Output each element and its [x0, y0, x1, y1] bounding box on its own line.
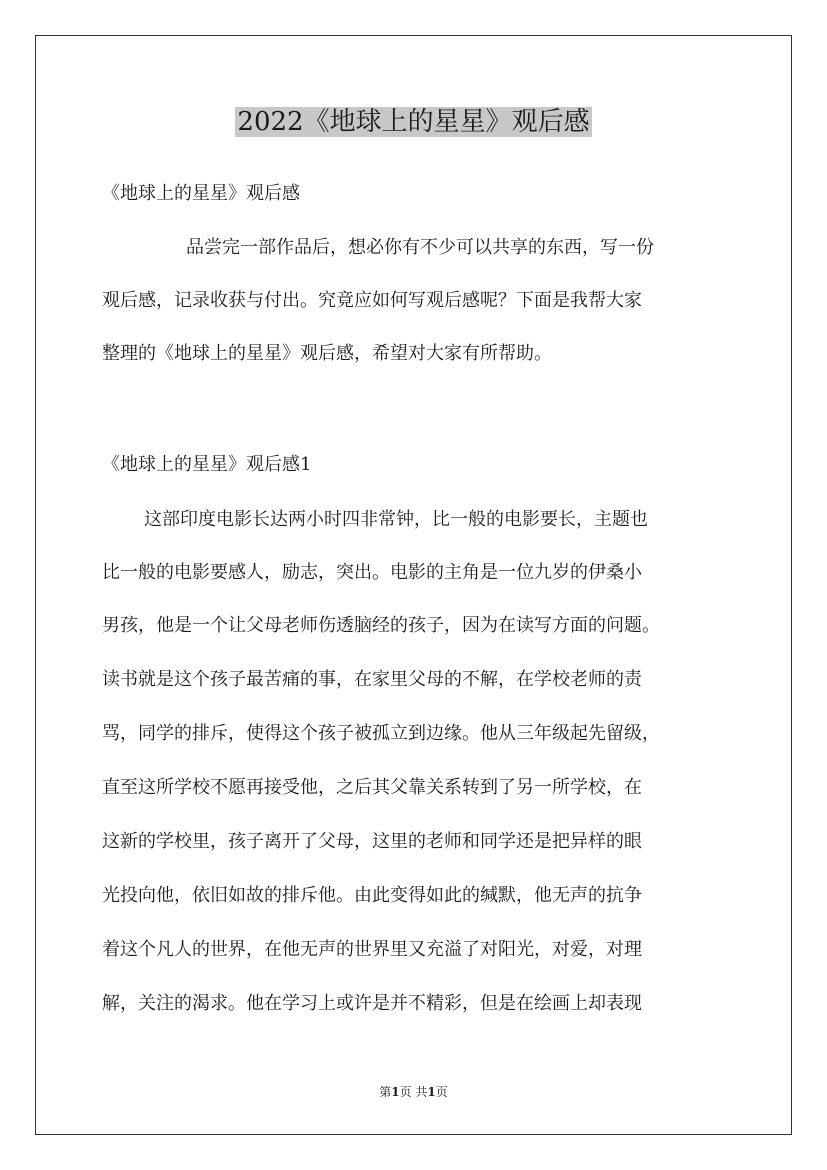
section-heading: 《地球上的星星》观后感1 [102, 454, 312, 475]
subtitle: 《地球上的星星》观后感 [102, 183, 300, 204]
footer-page-total: 1 [427, 1085, 436, 1099]
body-line: 直至这所学校不愿再接受他，之后其父靠关系转到了另一所学校，在 [102, 777, 642, 798]
body-line: 读书就是这个孩子最苦痛的事，在家里父母的不解，在学校老师的责 [102, 669, 642, 690]
intro-line: 整理的《地球上的星星》观后感，希望对大家有所帮助。 [102, 343, 552, 364]
body-line: 男孩，他是一个让父母老师伤透脑经的孩子，因为在读写方面的问题。 [102, 615, 660, 636]
footer-prefix: 第 [379, 1085, 392, 1099]
body-line: 比一般的电影要感人，励志，突出。电影的主角是一位九岁的伊桑小 [102, 562, 642, 583]
footer-page-number: 1 [391, 1085, 400, 1099]
footer-suffix: 页 [435, 1085, 448, 1099]
body-line: 骂，同学的排斥，使得这个孩子被孤立到边缘。他从三年级起先留级， [102, 723, 660, 744]
body-line: 这部印度电影长达两小时四非常钟，比一般的电影要长，主题也 [144, 509, 648, 530]
page-footer [0, 1083, 827, 1101]
intro-line: 观后感，记录收获与付出。究竟应如何写观后感呢？下面是我帮大家 [102, 290, 642, 311]
body-line: 解，关注的渴求。他在学习上或许是并不精彩，但是在绘画上却表现 [102, 993, 642, 1014]
body-line: 这新的学校里，孩子离开了父母，这里的老师和同学还是把异样的眼 [102, 831, 642, 852]
footer-mid: 页 共 [399, 1085, 428, 1099]
intro-line: 品尝完一部作品后，想必你有不少可以共享的东西，写一份 [186, 237, 654, 258]
document-title-text: 2022《地球上的星星》观后感 [237, 107, 590, 137]
body-line: 着这个凡人的世界，在他无声的世界里又充溢了对阳光，对爱，对理 [102, 939, 642, 960]
document-title [0, 98, 827, 146]
body-line: 光投向他，依旧如故的排斥他。由此变得如此的缄默，他无声的抗争 [102, 885, 642, 906]
